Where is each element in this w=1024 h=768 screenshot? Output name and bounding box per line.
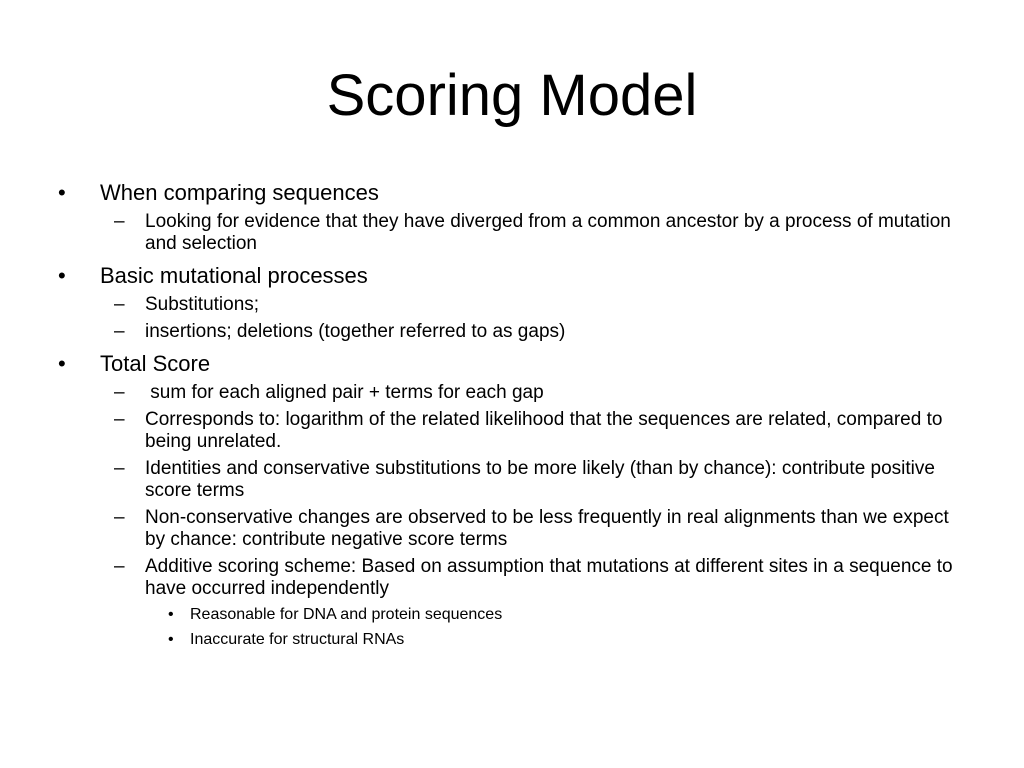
bullet-text: Additive scoring scheme: Based on assumption that mutations at different sites in a sequence to have occurred independently <box>145 556 953 599</box>
bullet-text: sum for each aligned pair + terms for each gap <box>145 382 544 403</box>
bullet-dash-icon: – <box>114 507 125 528</box>
bullet-level2 <box>58 409 958 453</box>
bullet-text: Corresponds to: logarithm of the related likelihood that the sequences are related, compared to being unrelated. <box>145 409 943 452</box>
bullet-text: Inaccurate for structural RNAs <box>190 631 405 648</box>
bullet-text: Basic mutational processes <box>100 263 368 288</box>
bullet-dash-icon: – <box>114 556 125 577</box>
bullet-dot-icon: • <box>58 180 66 205</box>
bullet-text: When comparing sequences <box>100 180 379 205</box>
bullet-dash-icon: – <box>114 294 125 315</box>
bullet-dot-icon: • <box>58 263 66 288</box>
bullet-level2 <box>58 211 958 255</box>
bullet-level2 <box>58 507 958 551</box>
bullet-dot-icon: • <box>58 351 66 376</box>
bullet-level1 <box>58 263 958 289</box>
slide-title: Scoring Model <box>326 63 698 128</box>
bullet-text: Looking for evidence that they have diverged from a common ancestor by a process of mutation and selection <box>145 211 951 254</box>
bullet-text: Reasonable for DNA and protein sequences <box>190 606 503 623</box>
bullet-dot-icon: • <box>168 631 174 648</box>
bullet-level2 <box>58 556 958 600</box>
bullet-text: Substitutions; <box>145 294 260 315</box>
bullet-level2 <box>58 321 958 343</box>
bullet-dash-icon: – <box>114 211 125 232</box>
bullet-level3 <box>58 605 958 625</box>
bullet-dot-icon: • <box>168 606 174 623</box>
bullet-text: Non-conservative changes are observed to be less frequently in real alignments than we expect by chance: contribute negative score terms <box>145 507 949 550</box>
bullet-dash-icon: – <box>114 409 125 430</box>
slide-body <box>58 180 958 650</box>
bullet-level3 <box>58 630 958 650</box>
bullet-dash-icon: – <box>114 321 125 342</box>
bullet-level1 <box>58 180 958 206</box>
bullet-level2 <box>58 382 958 404</box>
bullet-text: insertions; deletions (together referred to as gaps) <box>145 321 566 342</box>
bullet-dash-icon: – <box>114 458 125 479</box>
bullet-level1 <box>58 351 958 377</box>
bullet-level2 <box>58 294 958 316</box>
bullet-text: Total Score <box>100 351 211 376</box>
bullet-dash-icon: – <box>114 382 125 403</box>
bullet-level2 <box>58 458 958 502</box>
bullet-text: Identities and conservative substitutions to be more likely (than by chance): contribute positive score terms <box>145 458 935 501</box>
